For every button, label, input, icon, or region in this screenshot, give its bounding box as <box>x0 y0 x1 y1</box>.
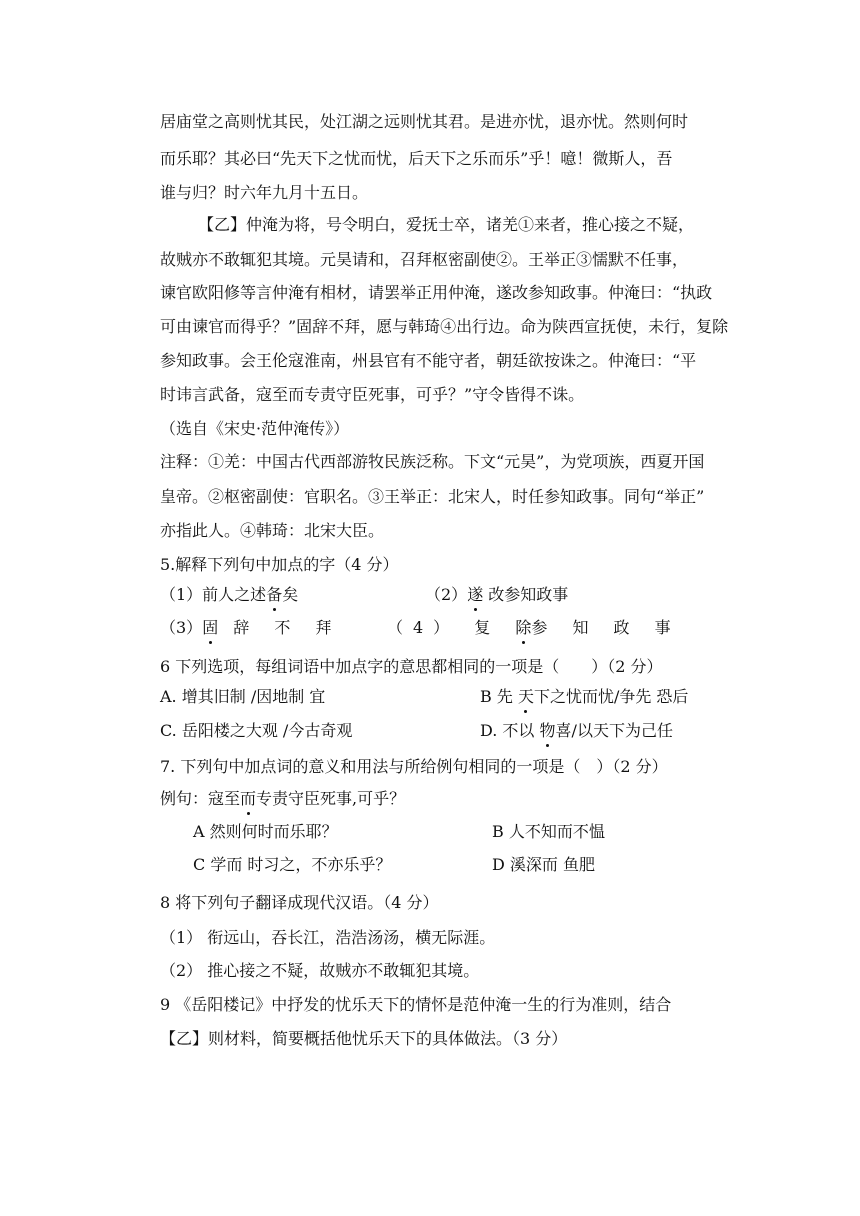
passage-b-line-3: 谏官欧阳修等言仲淹有相材，请罢举正用仲淹，遂改参知政事。仲淹曰：“执政 <box>160 283 713 302</box>
q5-item-1-tail: 矣 <box>282 585 299 604</box>
q7-example-dotted: 而 <box>240 786 256 809</box>
q5-item-2-dotted: 遂 <box>467 582 483 605</box>
passage-b-line-5: 参知政事。会王伦寇淮南，州县官有不能守者，朝廷欲按诛之。仲淹曰：“平 <box>160 351 697 370</box>
q5-stem: 5.解释下列句中加点的字（4 分） <box>160 555 399 574</box>
notes-line-3: 亦指此人。④韩琦：北宋大臣。 <box>160 521 385 540</box>
q6-option-d-text: 喜/以天下为己任 <box>555 721 673 740</box>
q5-item-2-num: （2） <box>425 585 468 604</box>
q6-option-c: C. 岳阳楼之大观 /今古奇观 <box>160 721 353 740</box>
q5-item-2-text: 改参知政事 <box>483 585 569 604</box>
q5-item-3-dotted: 固 <box>202 615 218 638</box>
q8-sentence-2: （2） 推心接之不疑，故贼亦不敢辄犯其境。 <box>160 961 480 980</box>
q7-option-b: B 人不知而不愠 <box>492 822 605 841</box>
q7-option-a: A 然则何时而乐耶？ <box>193 822 338 841</box>
q5-item-1 <box>160 582 298 605</box>
passage-b-line-2: 故贼亦不敢辄犯其境。元昊请和，召拜枢密副使②。王举正③懦默不任事， <box>160 250 689 269</box>
q6-option-a: A. 增其旧制 /因地制 宜 <box>160 687 326 706</box>
q6-stem: 6 下列选项，每组词语中加点字的意思都相同的一项是（ ）（2 分） <box>160 657 663 676</box>
notes-line-2: 皇帝。②枢密副使：官职名。③王举正：北宋人，时任参知政事。同句“举正” <box>160 487 705 506</box>
q6-option-b-dotted: 天 <box>518 684 534 707</box>
source-citation: （选自《宋史·范仲淹传》） <box>160 419 350 438</box>
q6-option-b-label: B 先 <box>480 687 518 706</box>
q5-item-3-text: 辞 不 拜 <box>218 618 342 637</box>
q5-item-4 <box>387 615 681 638</box>
q7-stem: 7. 下列句中加点词的意义和用法与所给例句相同的一项是（ ）（2 分） <box>160 757 668 776</box>
q5-item-4-text: （4） 复 <box>387 618 516 637</box>
q7-example <box>160 786 405 809</box>
notes-line-1: 注释：①羌：中国古代西部游牧民族泛称。下文“元昊”，为党项族，西夏开国 <box>160 452 705 471</box>
q6-option-d-label: D. 不以 <box>480 721 540 740</box>
q7-option-d: D 溪深而 鱼肥 <box>492 855 596 874</box>
passage-a-line-3: 谁与归？时六年九月十五日。 <box>160 183 369 202</box>
q9-line-1: 9 《岳阳楼记》中抒发的忧乐天下的情怀是范仲淹一生的行为准则，结合 <box>160 995 672 1014</box>
q6-option-d-dotted: 物 <box>540 718 556 741</box>
passage-b-line-1: 【乙】仲淹为将，号令明白，爱抚士卒，诸羌①来者，推心接之不疑， <box>198 215 695 234</box>
q5-item-3-num: （3） <box>160 618 203 637</box>
passage-a-line-1: 居庙堂之高则忧其民，处江湖之远则忧其君。是进亦忧，退亦忧。然则何时 <box>160 112 689 131</box>
q6-option-d <box>480 718 673 741</box>
q5-item-4-dotted: 除 <box>515 615 531 638</box>
passage-a-line-2: 而乐耶？其必曰“先天下之忧而忧，后天下之乐而乐”乎！噫！微斯人，吾 <box>160 149 673 168</box>
q6-option-b <box>480 684 688 707</box>
q5-item-4-tail: 参 知 政 事 <box>531 618 681 637</box>
q9-line-2: 【乙】则材料，简要概括他忧乐天下的具体做法。（3 分） <box>160 1029 568 1048</box>
q5-item-2 <box>425 582 568 605</box>
passage-b-line-4: 可由谏官而得乎？”固辞不拜，愿与韩琦④出行边。命为陕西宣抚使，未行，复除 <box>160 317 729 336</box>
q7-example-text: 例句：寇至 <box>160 789 241 808</box>
passage-b-line-6: 时讳言武备，寇至而专责守臣死事，可乎？”守令皆得不诛。 <box>160 385 585 404</box>
q7-option-c: C 学而 时习之，不亦乐乎？ <box>193 855 392 874</box>
q5-item-1-text: （1）前人之述 <box>160 585 267 604</box>
q5-item-1-dotted: 备 <box>266 582 282 605</box>
q8-sentence-1: （1） 衔远山，吞长江，浩浩汤汤，横无际涯。 <box>160 928 496 947</box>
q6-option-b-text: 下之忧而忧/争先 恐后 <box>533 687 689 706</box>
q7-example-tail: 专责守臣死事,可乎？ <box>256 789 406 808</box>
q5-item-3 <box>160 615 341 638</box>
q8-stem: 8 将下列句子翻译成现代汉语。（4 分） <box>160 893 439 912</box>
